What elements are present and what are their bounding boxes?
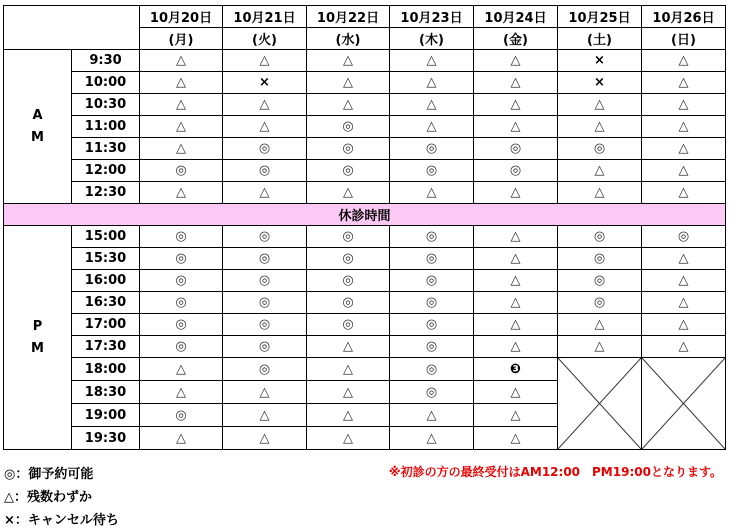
day-of-week-header: (金) — [474, 28, 558, 50]
slot-status: △ — [558, 336, 642, 358]
slot-status: △ — [223, 427, 307, 450]
slot-status: △ — [474, 226, 558, 248]
day-of-week-header: (日) — [642, 28, 726, 50]
slot-status: △ — [474, 72, 558, 94]
slot-status: △ — [390, 72, 474, 94]
time-slot-row — [4, 138, 726, 160]
slot-status: △ — [642, 138, 726, 160]
slot-status: ◎ — [390, 226, 474, 248]
time-slot-row — [4, 248, 726, 270]
time-slot-row — [4, 182, 726, 204]
header-date-row — [4, 6, 726, 28]
day-date-header: 10月26日 — [642, 6, 726, 28]
day-date-header: 10月24日 — [474, 6, 558, 28]
time-label: 12:30 — [72, 182, 140, 204]
slot-status: ◎ — [140, 226, 223, 248]
slot-status: △ — [558, 182, 642, 204]
slot-status: ◎ — [223, 226, 307, 248]
slot-status: ◎ — [558, 226, 642, 248]
slot-status: △ — [307, 381, 390, 404]
slot-status: △ — [474, 427, 558, 450]
slot-status: ◎ — [307, 248, 390, 270]
time-slot-row — [4, 292, 726, 314]
slot-status: △ — [642, 116, 726, 138]
slot-status: ◎ — [642, 226, 726, 248]
time-label: 16:00 — [72, 270, 140, 292]
slot-status: △ — [642, 336, 726, 358]
slot-status: △ — [474, 94, 558, 116]
closed-slot-cross — [642, 358, 726, 450]
slot-status: ◎ — [390, 358, 474, 381]
slot-status: ◎ — [223, 314, 307, 336]
slot-status: ◎ — [474, 160, 558, 182]
slot-status: ◎ — [307, 138, 390, 160]
time-label: 10:00 — [72, 72, 140, 94]
slot-status: ◎ — [140, 314, 223, 336]
slot-status: △ — [474, 381, 558, 404]
slot-status: ◎ — [390, 336, 474, 358]
slot-status: × — [558, 72, 642, 94]
time-slot-row — [4, 314, 726, 336]
slot-status: △ — [558, 116, 642, 138]
legend-available: ◎：御予約可能 — [4, 467, 94, 482]
slot-status: △ — [390, 116, 474, 138]
slot-status: ◎ — [558, 248, 642, 270]
slot-status: ◎ — [223, 270, 307, 292]
slot-status: ◎ — [307, 226, 390, 248]
time-label: 19:00 — [72, 404, 140, 427]
slot-status: △ — [474, 116, 558, 138]
time-label: 9:30 — [72, 50, 140, 72]
slot-status: △ — [558, 94, 642, 116]
slot-status: △ — [140, 116, 223, 138]
slot-status: △ — [140, 50, 223, 72]
slot-status: △ — [390, 50, 474, 72]
slot-status: △ — [642, 50, 726, 72]
slot-status: △ — [307, 358, 390, 381]
slot-status: △ — [642, 314, 726, 336]
slot-status: ◎ — [140, 160, 223, 182]
time-slot-row — [4, 270, 726, 292]
slot-status: △ — [390, 404, 474, 427]
slot-status: ◎ — [140, 248, 223, 270]
slot-status: △ — [223, 182, 307, 204]
slot-status: △ — [140, 138, 223, 160]
break-time-label: 休診時間 — [4, 204, 726, 226]
slot-status: △ — [223, 94, 307, 116]
slot-status: △ — [642, 248, 726, 270]
slot-status: △ — [390, 182, 474, 204]
day-of-week-header: (火) — [223, 28, 307, 50]
time-label: 18:00 — [72, 358, 140, 381]
slot-status: △ — [223, 50, 307, 72]
slot-status: △ — [390, 94, 474, 116]
slot-status: △ — [642, 160, 726, 182]
slot-status: ◎ — [307, 270, 390, 292]
day-date-header: 10月25日 — [558, 6, 642, 28]
slot-status: △ — [223, 404, 307, 427]
header-corner — [4, 6, 140, 50]
slot-status: △ — [140, 381, 223, 404]
slot-status: △ — [307, 72, 390, 94]
slot-status: ◎ — [140, 270, 223, 292]
day-of-week-header: (水) — [307, 28, 390, 50]
time-slot-row — [4, 160, 726, 182]
slot-status: △ — [140, 427, 223, 450]
slot-status: ◎ — [558, 138, 642, 160]
slot-status: △ — [223, 381, 307, 404]
slot-status: ◎ — [307, 314, 390, 336]
time-slot-row — [4, 94, 726, 116]
slot-status: ◎ — [390, 381, 474, 404]
slot-status: × — [558, 50, 642, 72]
break-row — [4, 204, 726, 226]
slot-status: ◎ — [140, 292, 223, 314]
slot-status: △ — [223, 116, 307, 138]
slot-status: △ — [474, 270, 558, 292]
slot-status: △ — [474, 50, 558, 72]
slot-status: △ — [474, 248, 558, 270]
slot-status: △ — [474, 292, 558, 314]
time-label: 15:30 — [72, 248, 140, 270]
slot-status: △ — [307, 182, 390, 204]
day-date-header: 10月20日 — [140, 6, 223, 28]
slot-status: ◎ — [390, 270, 474, 292]
slot-status: △ — [307, 427, 390, 450]
slot-status: △ — [474, 404, 558, 427]
slot-status: △ — [642, 182, 726, 204]
slot-status: △ — [642, 292, 726, 314]
day-date-header: 10月23日 — [390, 6, 474, 28]
slot-status: △ — [642, 270, 726, 292]
slot-status: ◎ — [140, 336, 223, 358]
slot-status: ◎ — [223, 336, 307, 358]
slot-status: △ — [140, 94, 223, 116]
slot-status: △ — [558, 160, 642, 182]
slot-status: ◎ — [307, 292, 390, 314]
slot-status: △ — [474, 182, 558, 204]
slot-status: × — [223, 72, 307, 94]
slot-status: △ — [558, 314, 642, 336]
slot-status: ◎ — [223, 358, 307, 381]
time-slot-row — [4, 358, 726, 381]
time-label: 11:30 — [72, 138, 140, 160]
slot-status: ◎ — [223, 248, 307, 270]
slot-status: △ — [140, 182, 223, 204]
slot-status: △ — [474, 336, 558, 358]
slot-status: △ — [642, 94, 726, 116]
slot-status: △ — [307, 336, 390, 358]
time-label: 17:00 — [72, 314, 140, 336]
slot-status: △ — [140, 358, 223, 381]
time-label: 19:30 — [72, 427, 140, 450]
slot-status: ❸ — [474, 358, 558, 381]
slot-status: ◎ — [390, 314, 474, 336]
time-label: 18:30 — [72, 381, 140, 404]
time-slot-row — [4, 226, 726, 248]
time-label: 12:00 — [72, 160, 140, 182]
slot-status: △ — [390, 427, 474, 450]
day-of-week-header: (土) — [558, 28, 642, 50]
am-period-label: A M — [4, 50, 72, 204]
time-slot-row — [4, 336, 726, 358]
first-visit-note: ※初診の方の最終受付はAM12:00 PM19:00となります。 — [388, 465, 722, 479]
slot-status: ◎ — [390, 160, 474, 182]
day-date-header: 10月21日 — [223, 6, 307, 28]
slot-status: ◎ — [390, 138, 474, 160]
slot-status: ◎ — [223, 138, 307, 160]
day-of-week-header: (月) — [140, 28, 223, 50]
time-label: 10:30 — [72, 94, 140, 116]
slot-status: ◎ — [558, 292, 642, 314]
time-slot-row — [4, 50, 726, 72]
legend-few-left: △：残数わずか — [4, 490, 92, 505]
slot-status: ◎ — [140, 404, 223, 427]
slot-status: △ — [642, 72, 726, 94]
slot-status: ◎ — [474, 138, 558, 160]
time-slot-row — [4, 116, 726, 138]
slot-status: ◎ — [558, 270, 642, 292]
slot-status: △ — [307, 50, 390, 72]
slot-status: △ — [474, 314, 558, 336]
slot-status: △ — [307, 404, 390, 427]
time-label: 11:00 — [72, 116, 140, 138]
slot-status: △ — [140, 72, 223, 94]
legend-waitlist: ×：キャンセル待ち — [4, 513, 119, 528]
time-label: 15:00 — [72, 226, 140, 248]
slot-status: ◎ — [223, 160, 307, 182]
day-of-week-header: (木) — [390, 28, 474, 50]
day-date-header: 10月22日 — [307, 6, 390, 28]
slot-status: ◎ — [307, 160, 390, 182]
time-label: 17:30 — [72, 336, 140, 358]
slot-status: ◎ — [390, 292, 474, 314]
closed-slot-cross — [558, 358, 642, 450]
time-label: 16:30 — [72, 292, 140, 314]
slot-status: ◎ — [390, 248, 474, 270]
pm-period-label: P M — [4, 226, 72, 450]
slot-status: △ — [307, 94, 390, 116]
slot-status: ◎ — [223, 292, 307, 314]
time-slot-row — [4, 72, 726, 94]
slot-status: ◎ — [307, 116, 390, 138]
schedule-table — [3, 5, 726, 450]
